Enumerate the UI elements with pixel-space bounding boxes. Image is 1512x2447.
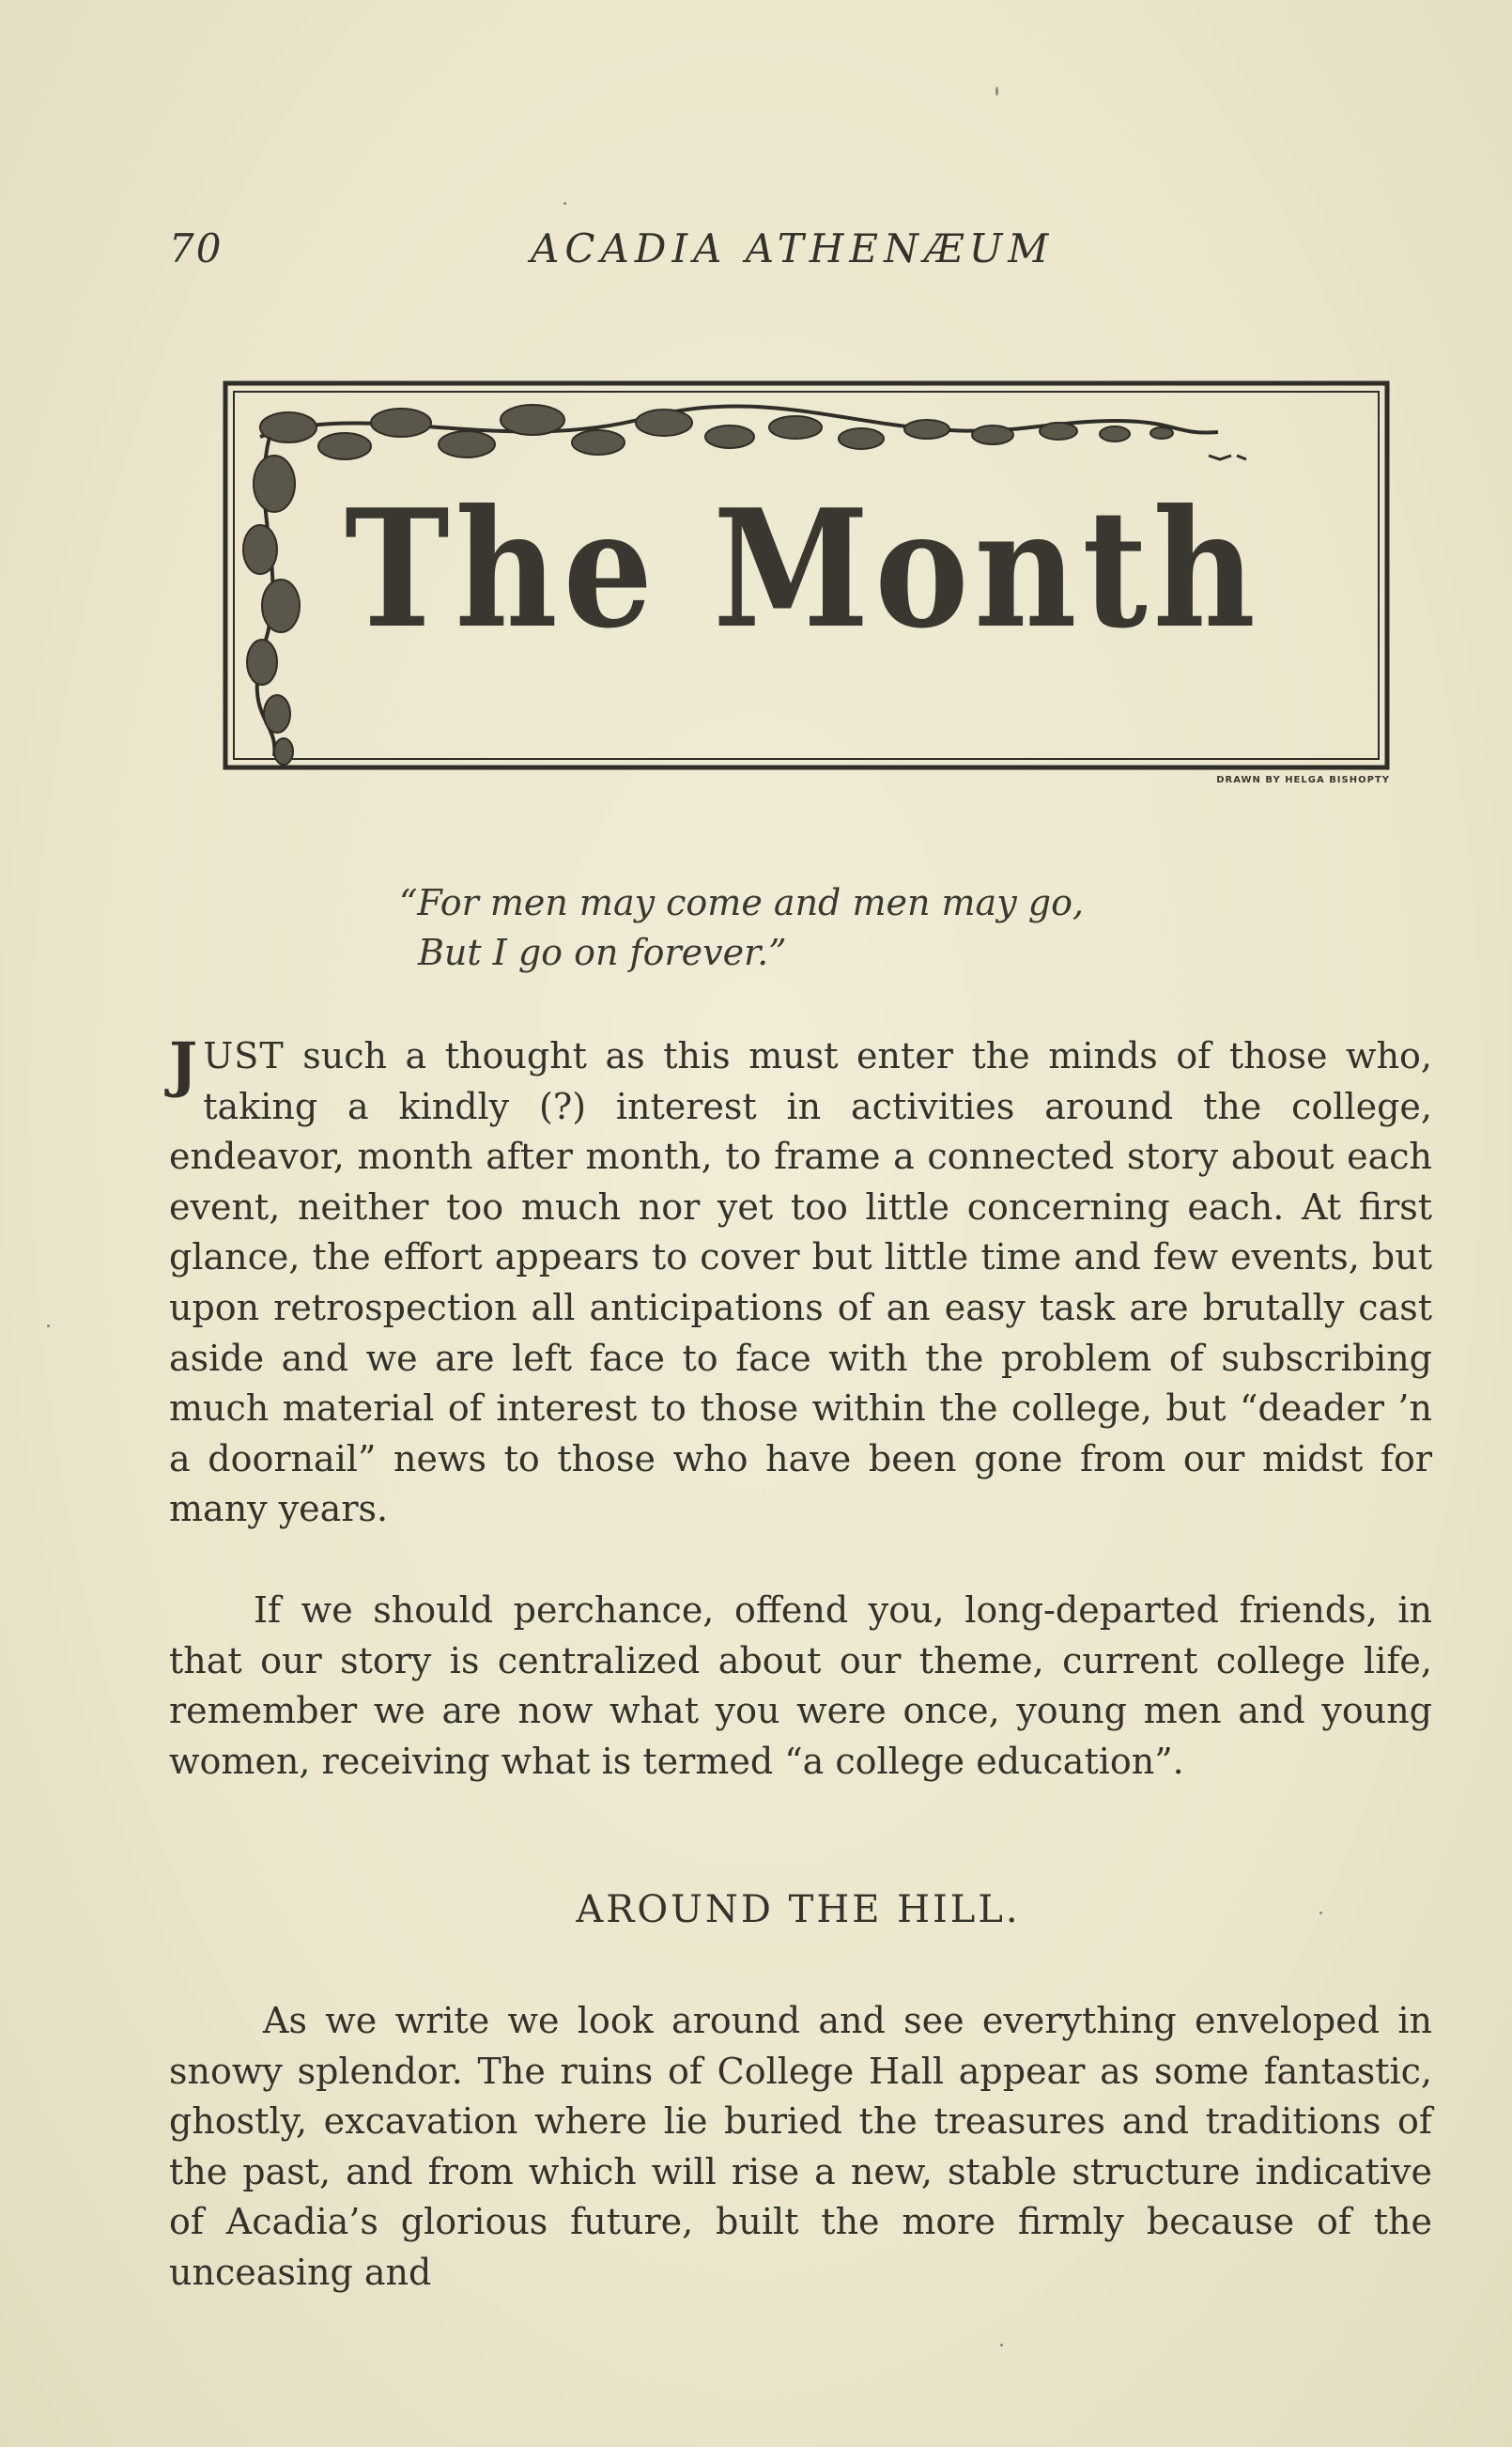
running-head	[169, 225, 1427, 282]
epigraph-line-2: But I go on forever.”	[418, 932, 787, 973]
paragraph-1	[169, 1031, 1432, 1535]
paper-speck	[563, 202, 566, 205]
paragraph-1-text: such a thought as this must enter the minds of those who, taking a kindly (?) interest in activities around the college, endeavor, month after month, to frame a connected story about each event, neither too much nor yet too little concerning each. At first glance, the effort appears to cover but little time and few events, but upon retrospection all anticipations of an easy task are brutally cast aside and we are left face to face with the problem of subscribing much material of interest to those within the college, but “deader ’n a doornail” news to those who have been gone from our midst for many years.	[169, 1035, 1432, 1530]
paper-speck	[995, 86, 998, 96]
paper-speck	[1000, 2344, 1003, 2346]
paper-speck	[1319, 1912, 1322, 1914]
banner-credit: DRAWN BY HELGA BISHOPTY	[1216, 775, 1390, 785]
epigraph-line-1: “For men may come and men may go,	[399, 882, 1085, 923]
paragraph-3: As we write we look around and see everything enveloped in snowy splendor. The ruins of College Hall appear as some fantastic, ghostly, excavation where lie buried the treasures and traditions of the past, and from which will rise a new, stable structure indicative of Acadia’s glorious future, built the more firmly because of the unceasing and	[169, 2000, 1432, 2293]
epigraph	[399, 878, 1084, 978]
banner-title: The Month	[345, 474, 1261, 665]
drop-cap: J	[169, 1030, 198, 1100]
vine-left-ornament	[243, 437, 300, 765]
journal-title: ACADIA ATHENÆUM	[531, 225, 1055, 271]
vine-ornament	[260, 405, 1246, 459]
section-heading: AROUND THE HILL.	[576, 1888, 1021, 1931]
paper-speck	[47, 1324, 50, 1327]
first-word: UST	[203, 1035, 285, 1076]
paragraph-2: If we should perchance, offend you, long-departed friends, in that our story is centralized about our theme, current college life, remember we are now what you were once, young men and young women, receiving what is termed “a college education”.	[169, 1589, 1432, 1782]
section-banner	[223, 380, 1390, 785]
page-number: 70	[169, 225, 224, 271]
